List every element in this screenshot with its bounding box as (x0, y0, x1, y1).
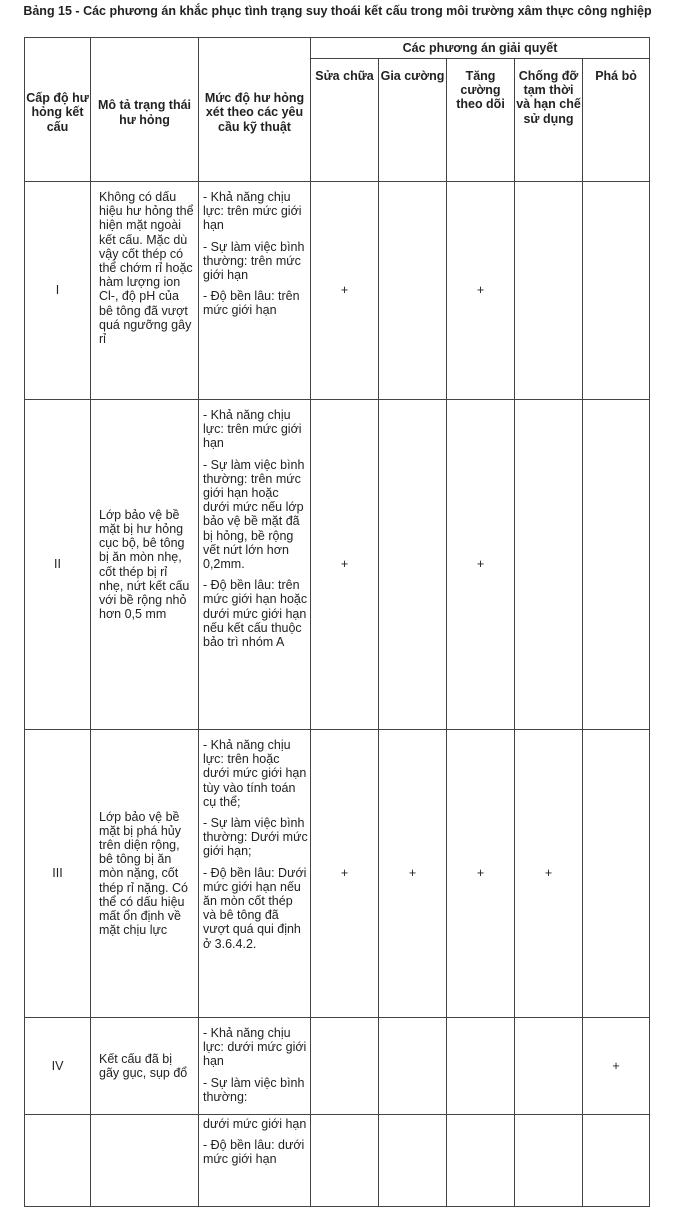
solution-mark (379, 1018, 447, 1115)
solution-mark: + (379, 730, 447, 1018)
requirement-text: - Sự làm việc bình thường: Dưới mức giới hạn; (203, 816, 308, 859)
table-row (25, 1018, 650, 1115)
table-row (25, 1115, 650, 1207)
requirement-cell (199, 1115, 311, 1207)
description-cell: Lớp bảo vệ bề mặt bị phá hủy trên diện rộng, bê tông bị ăn mòn nặng, cốt thép rỉ nặng. Có thể có dấu hiệu mất ổn định về mặt chịu lực (91, 730, 199, 1018)
header-solution-demolish: Phá bỏ (583, 59, 650, 182)
solution-mark: + (583, 1018, 650, 1115)
solution-mark: + (311, 400, 379, 730)
solution-mark (583, 400, 650, 730)
description-cell: Lớp bảo vệ bề mặt bị hư hỏng cục bộ, bê tông bị ăn mòn nhẹ, cốt thép bị rỉ nhẹ, nứt kết cấu với bề rộng nhỏ hơn 0,5 mm (91, 400, 199, 730)
solution-mark (583, 182, 650, 400)
header-solution-strengthen: Gia cường (379, 59, 447, 182)
level-cell: I (25, 182, 91, 400)
solution-mark (311, 1115, 379, 1207)
requirement-text: - Khả năng chịu lực: trên mức giới hạn (203, 190, 302, 233)
header-level: Cấp độ hư hỏng kết cấu (25, 38, 91, 182)
level-cell: IV (25, 1018, 91, 1115)
requirement-text: - Sự làm việc bình thường: trên mức giới hạn (203, 239, 305, 283)
solution-mark: + (515, 730, 583, 1018)
requirement-text: - Khả năng chịu lực: dưới mức giới hạn (203, 1026, 307, 1069)
table-row (25, 730, 650, 1018)
description-cell (91, 1115, 199, 1207)
solution-mark: + (311, 730, 379, 1018)
solution-mark (379, 400, 447, 730)
solution-mark: + (311, 182, 379, 400)
requirement-text: - Độ bền lâu: trên mức giới hạn hoặc dưới mức giới hạn nếu kết cấu thuộc bảo trì nhóm A (203, 578, 308, 650)
header-solution-shore: Chống đỡ tạm thời và hạn chế sử dụng (515, 59, 583, 182)
solution-mark (583, 730, 650, 1018)
requirement-text: - Khả năng chịu lực: trên mức giới hạn (203, 408, 302, 451)
solution-mark (515, 1018, 583, 1115)
solution-mark (447, 1018, 515, 1115)
solution-mark: + (447, 400, 515, 730)
solution-mark (379, 182, 447, 400)
requirement-text: - Độ bền lâu: trên mức giới hạn (203, 289, 300, 318)
requirement-text: - Khả năng chịu lực: trên hoặc dưới mức giới hạn tùy vào tính toán cụ thể; (203, 738, 307, 809)
requirement-cell (199, 730, 311, 1018)
level-cell: III (25, 730, 91, 1018)
header-solutions-group: Các phương án giải quyết (311, 38, 650, 59)
solution-mark (515, 1115, 583, 1207)
description-cell: Kết cấu đã bị gãy gục, sụp đổ (91, 1018, 199, 1115)
solution-mark (515, 182, 583, 400)
requirement-text: dưới mức giới hạn (203, 1117, 307, 1131)
solution-mark (583, 1115, 650, 1207)
requirement-text: - Sự làm việc bình thường: trên mức giới hạn hoặc dưới mức nếu lớp bảo vệ bề mặt đã bị hỏng, bề rộng vết nứt lớn hơn 0,2mm. (203, 457, 305, 572)
description-cell: Không có dấu hiệu hư hỏng thể hiện mặt ngoài kết cấu. Mặc dù vậy cốt thép có thể chớm rỉ hoặc hàm lượng ion Cl-, độ pH của bê tông đã vượt quá ngưỡng gây rỉ (91, 182, 199, 400)
solution-mark (447, 1115, 515, 1207)
header-description: Mô tả trạng thái hư hỏng (91, 38, 199, 182)
table-row (25, 400, 650, 730)
requirement-cell (199, 182, 311, 400)
table-title: Bảng 15 - Các phương án khắc phục tình trạng suy thoái kết cấu trong môi trường xâm thực công nghiệp (23, 4, 652, 18)
solution-mark: + (447, 182, 515, 400)
header-solution-monitor: Tăng cường theo dõi (447, 59, 515, 182)
requirement-text: - Sự làm việc bình thường: (203, 1075, 305, 1104)
solution-mark (379, 1115, 447, 1207)
level-cell (25, 1115, 91, 1207)
header-solution-repair: Sửa chữa (311, 59, 379, 182)
requirement-cell (199, 1018, 311, 1115)
solution-mark: + (447, 730, 515, 1018)
table-row (25, 182, 650, 400)
solution-mark (515, 400, 583, 730)
header-requirement: Mức độ hư hỏng xét theo các yêu cầu kỹ thuật (199, 38, 311, 182)
level-cell: II (25, 400, 91, 730)
requirement-cell (199, 400, 311, 730)
solution-mark (311, 1018, 379, 1115)
remediation-table (24, 37, 650, 1207)
requirement-text: - Độ bền lâu: dưới mức giới hạn (203, 1138, 305, 1167)
requirement-text: - Độ bền lâu: Dưới mức giới hạn nếu ăn mòn cốt thép và bê tông đã vượt quá qui định ở 3.6.4.2. (203, 865, 307, 951)
